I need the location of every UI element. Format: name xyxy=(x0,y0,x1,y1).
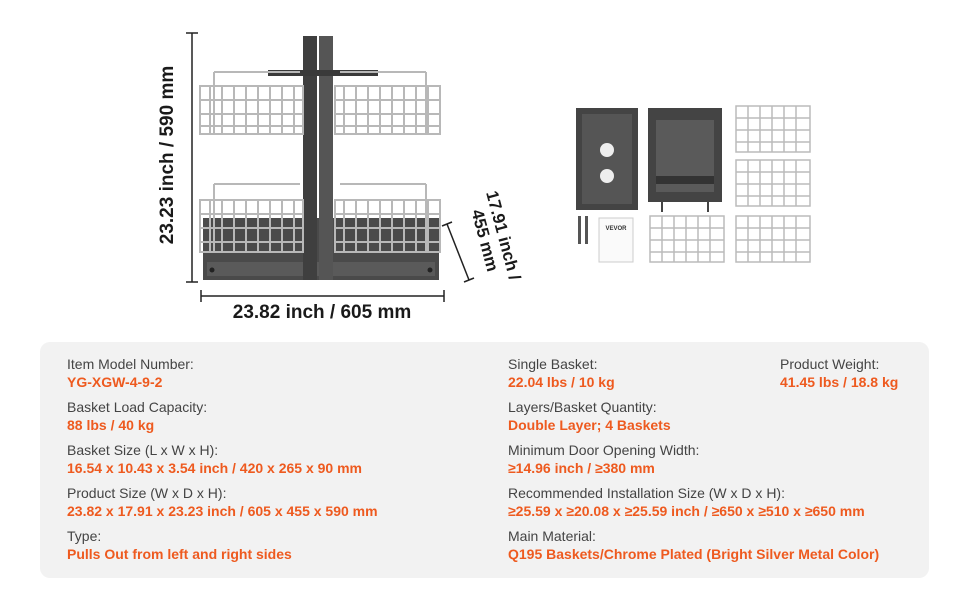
spec-value: 23.82 x 17.91 x 23.23 inch / 605 x 455 x 590 mm xyxy=(67,503,378,519)
assembled-rack xyxy=(200,36,440,280)
basket-part-3 xyxy=(650,216,724,262)
spec-recommended-installation-size xyxy=(508,484,865,520)
spec-label: Item Model Number: xyxy=(67,356,194,372)
spec-value: ≥14.96 inch / ≥380 mm xyxy=(508,460,655,476)
spec-minimum-door-opening-width xyxy=(508,441,699,477)
parts-layout xyxy=(576,106,810,262)
spec-label: Type: xyxy=(67,528,102,544)
mounting-plate-part xyxy=(576,108,638,210)
spec-label: Recommended Installation Size (W x D x H): xyxy=(508,485,785,501)
height-dimension-line xyxy=(186,33,198,282)
basket-part-1 xyxy=(736,106,810,152)
height-dimension-label: 23.23 inch / 590 mm xyxy=(157,65,178,245)
spec-layers-basket-quantity xyxy=(508,398,671,434)
spec-label: Product Weight: xyxy=(780,356,880,372)
spec-label: Single Basket: xyxy=(508,356,598,372)
spec-value: 22.04 lbs / 10 kg xyxy=(508,374,615,390)
spec-single-basket xyxy=(508,355,615,391)
spec-label: Basket Load Capacity: xyxy=(67,399,208,415)
spec-basket-load-capacity xyxy=(67,398,207,434)
spec-value: ≥25.59 x ≥20.08 x ≥25.59 inch / ≥650 x ≥510 x ≥650 mm xyxy=(508,503,865,519)
screws-part xyxy=(578,216,588,244)
spec-type xyxy=(67,527,292,563)
spec-value: Q195 Baskets/Chrome Plated (Bright Silver Metal Color) xyxy=(508,546,880,562)
spec-label: Main Material: xyxy=(508,528,596,544)
upper-basket-left xyxy=(200,72,303,134)
spec-product-weight xyxy=(780,355,898,391)
spec-label: Product Size (W x D x H): xyxy=(67,485,227,501)
spec-label: Minimum Door Opening Width: xyxy=(508,442,700,458)
spec-label: Basket Size (L x W x H): xyxy=(67,442,219,458)
spec-value: YG-XGW-4-9-2 xyxy=(67,374,163,390)
manual-brand: VEVOR xyxy=(605,226,627,232)
manual-part xyxy=(599,218,633,262)
basket-part-4 xyxy=(736,216,810,262)
spec-product-size xyxy=(67,484,378,520)
slide-frame-part xyxy=(648,108,722,212)
spec-value: Pulls Out from left and right sides xyxy=(67,546,292,562)
spec-value: 41.45 lbs / 18.8 kg xyxy=(780,374,899,390)
spec-basket-size xyxy=(67,441,362,477)
depth-dimension-line xyxy=(442,222,474,282)
spec-main-material xyxy=(508,527,879,563)
spec-item-model-number xyxy=(67,355,194,391)
spec-value: 16.54 x 10.43 x 3.54 inch / 420 x 265 x 90 mm xyxy=(67,460,362,476)
spec-value: 88 lbs / 40 kg xyxy=(67,417,155,433)
basket-part-2 xyxy=(736,160,810,206)
width-dimension-label: 23.82 inch / 605 mm xyxy=(232,302,412,323)
width-dimension-line xyxy=(201,290,444,302)
upper-basket-right xyxy=(335,72,440,134)
spec-value: Double Layer; 4 Baskets xyxy=(508,417,671,433)
spec-label: Layers/Basket Quantity: xyxy=(508,399,657,415)
depth-dimension-label: 17.91 inch / 455 mm xyxy=(467,188,525,283)
